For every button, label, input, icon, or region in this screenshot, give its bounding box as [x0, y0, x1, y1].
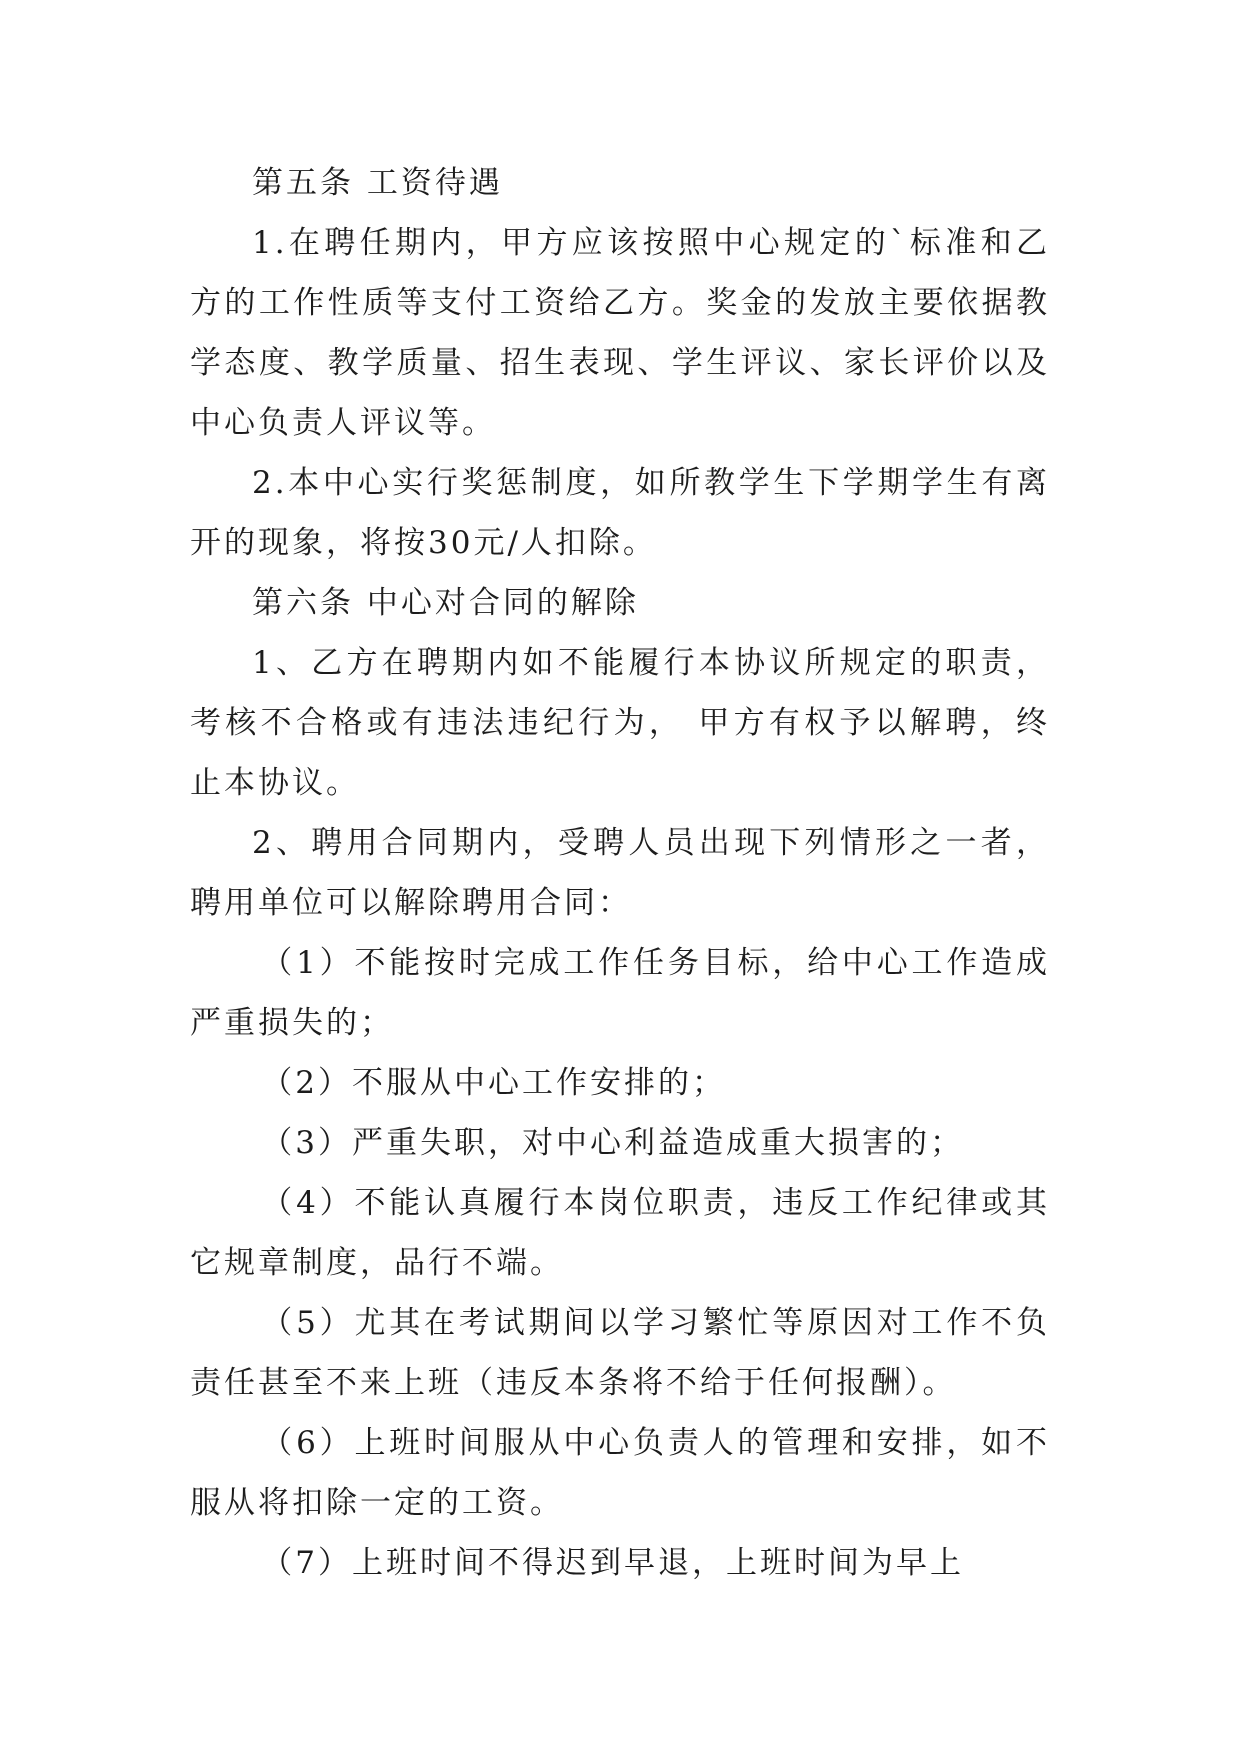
list-item-5: （5）尤其在考试期间以学习繁忙等原因对工作不负责任甚至不来上班（违反本条将不给于任何报酬）。: [190, 1305, 1050, 1401]
list-item-6: （6）上班时间服从中心负责人的管理和安排，如不服从将扣除一定的工资。: [190, 1425, 1050, 1521]
list-item-3: （3）严重失职，对中心利益造成重大损害的；: [261, 1125, 965, 1161]
paragraph-salary-2: 2.本中心实行奖惩制度，如所教学生下学期学生有离开的现象，将按30元/人扣除。: [190, 465, 1050, 561]
paragraph-salary-1: 1.在聘任期内，甲方应该按照中心规定的`标准和乙方的工作性质等支付工资给乙方。奖金的发放主要依据教学态度、教学质量、招生表现、学生评议、家长评价以及中心负责人评议等。: [190, 225, 1050, 441]
list-item-2: （2）不服从中心工作安排的；: [261, 1065, 727, 1101]
paragraph-termination-2: 2、聘用合同期内，受聘人员出现下列情形之一者，聘用单位可以解除聘用合同：: [190, 825, 1050, 921]
list-item-1: （1）不能按时完成工作任务目标，给中心工作造成严重损失的；: [190, 945, 1050, 1041]
section-heading-5: 第五条 工资待遇: [252, 165, 503, 201]
list-item-7: （7）上班时间不得迟到早退，上班时间为早上: [261, 1545, 965, 1581]
section-heading-6: 第六条 中心对合同的解除: [252, 585, 639, 621]
document-body: [190, 153, 1050, 1593]
paragraph-termination-1: 1、乙方在聘期内如不能履行本协议所规定的职责，考核不合格或有违法违纪行为， 甲方有权予以解聘，终止本协议。: [190, 645, 1050, 801]
list-item-4: （4）不能认真履行本岗位职责，违反工作纪律或其它规章制度，品行不端。: [190, 1185, 1050, 1281]
